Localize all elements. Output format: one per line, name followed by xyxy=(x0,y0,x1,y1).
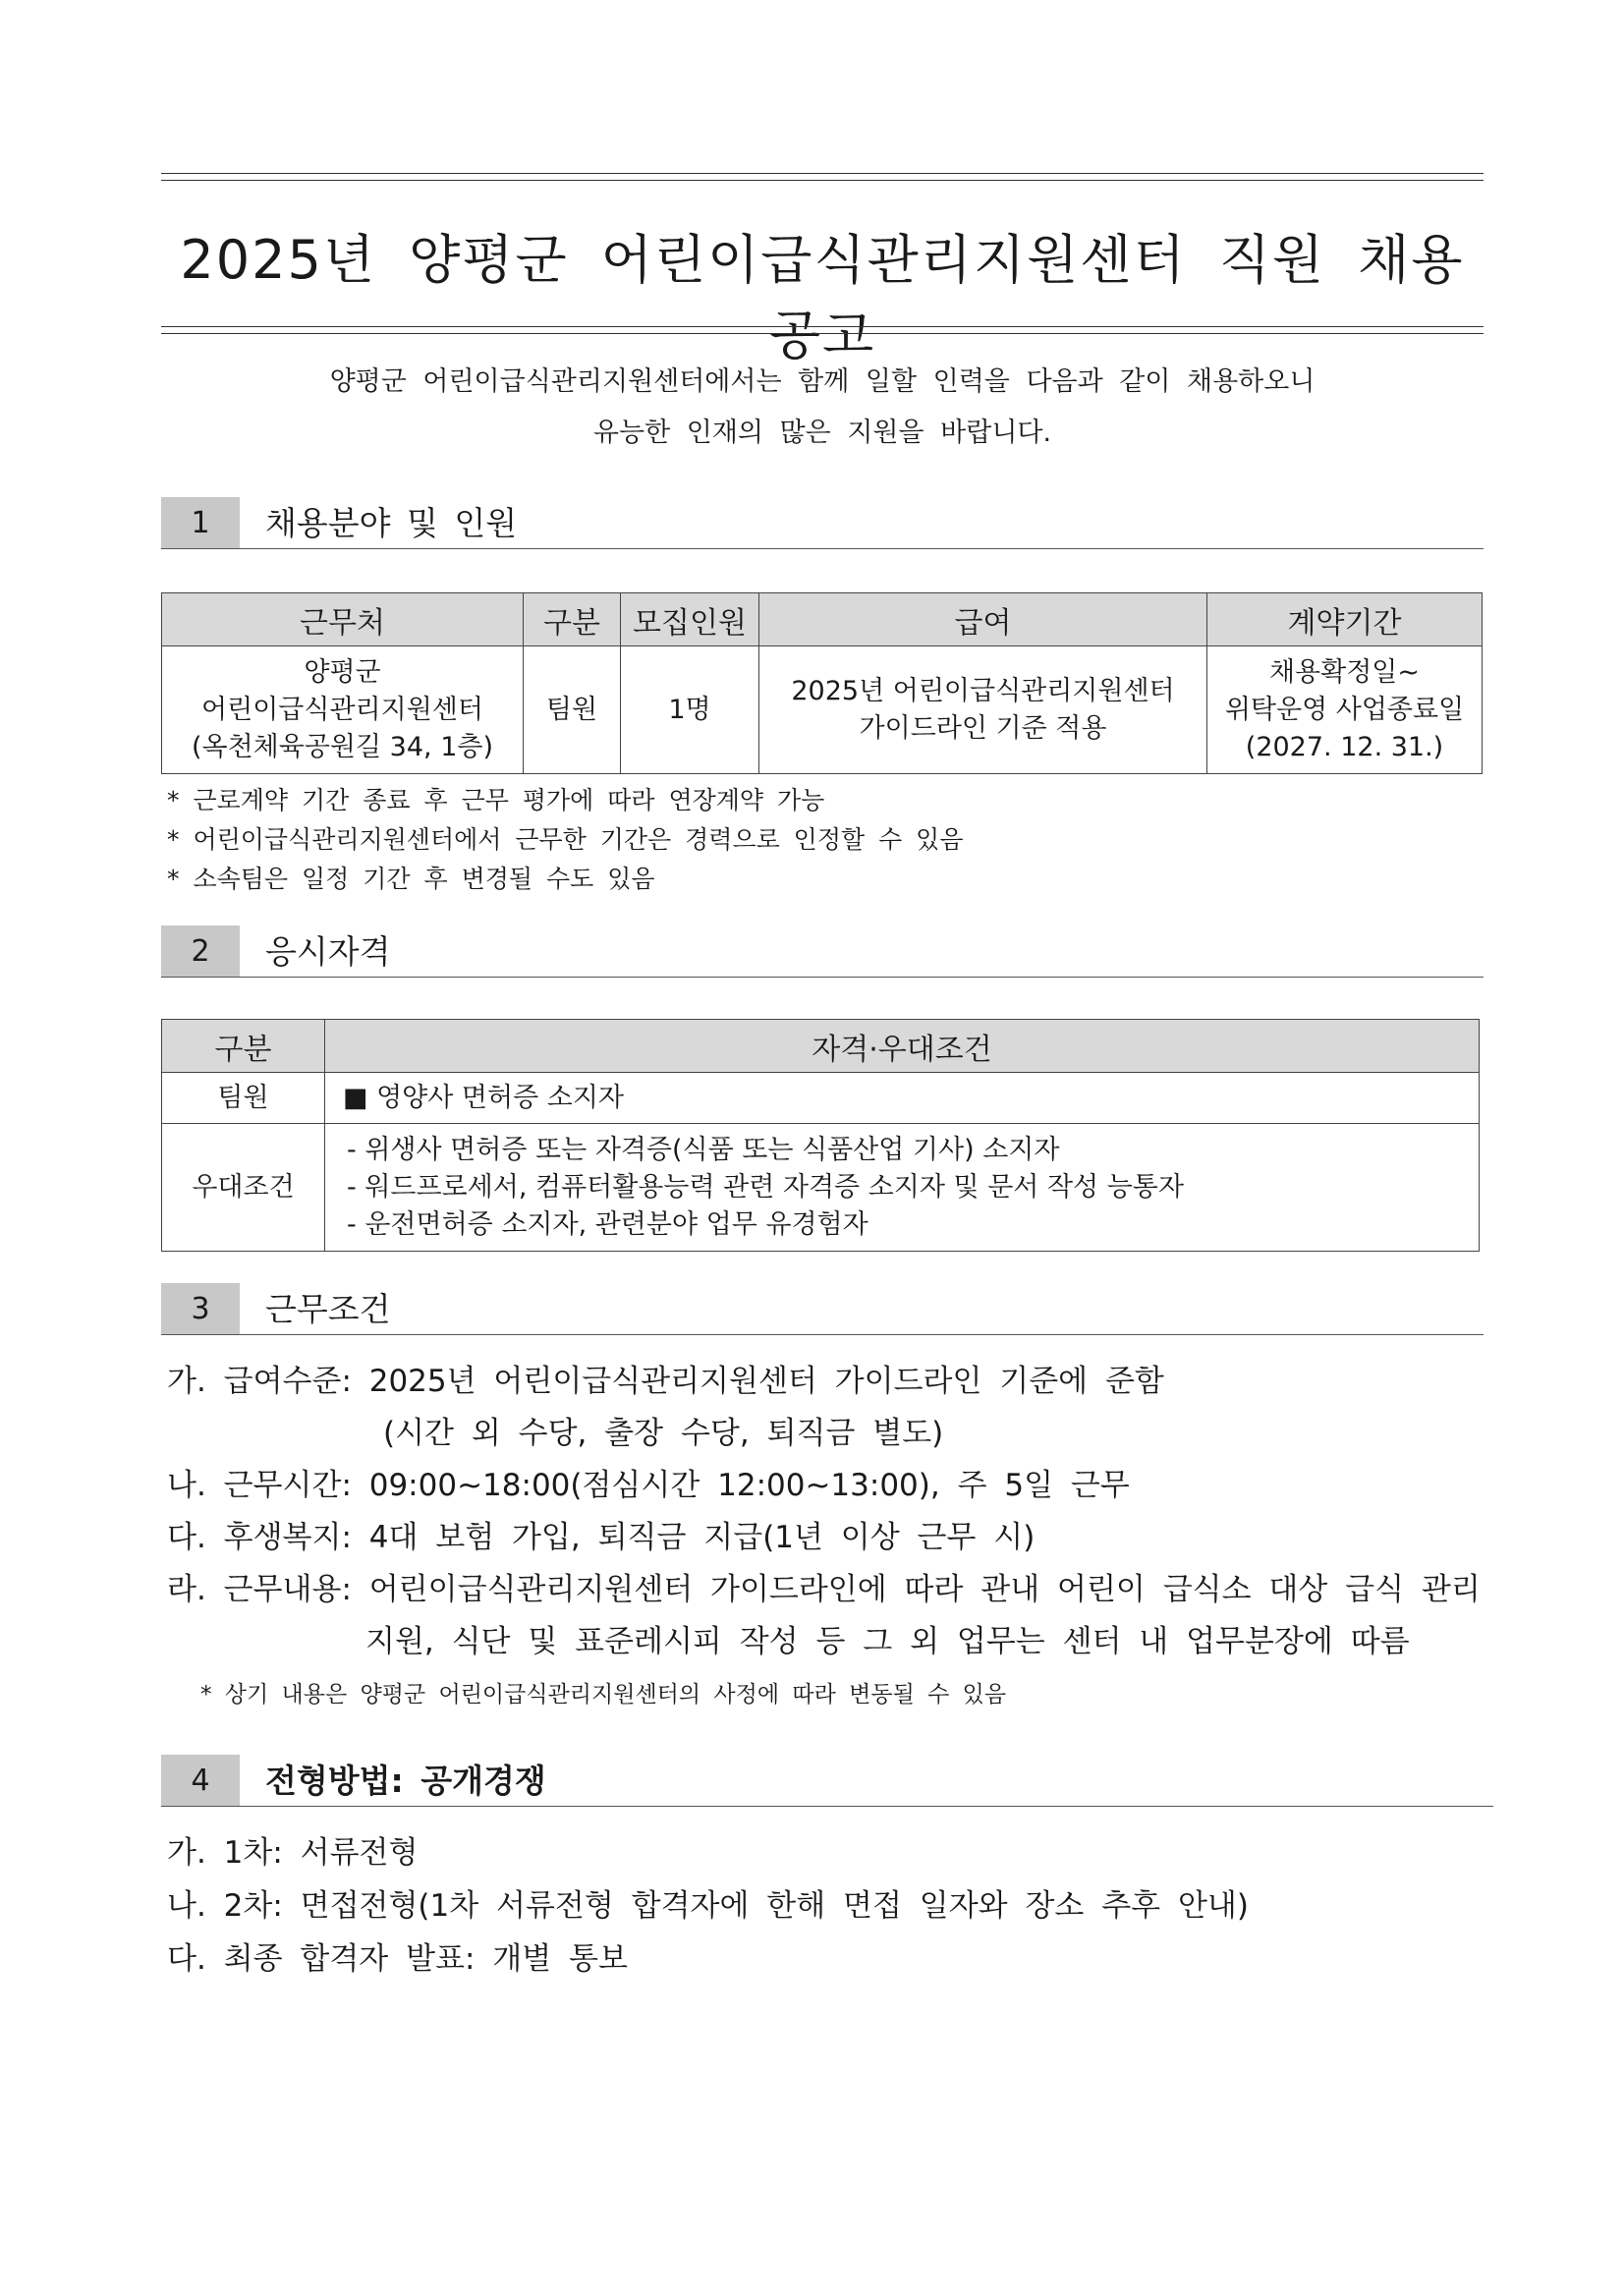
intro-line-2: 유능한 인재의 많은 지원을 바랍니다. xyxy=(592,418,1052,448)
condition-line: 라. 근무내용: 어린이급식관리지원센터 가이드라인에 따라 관내 어린이 급식소 대상 급식 관리 xyxy=(167,1572,1481,1607)
section-number: 4 xyxy=(161,1755,240,1806)
header-count: 모집인원 xyxy=(621,593,759,646)
note-2: * 어린이급식관리지원센터에서 근무한 기간은 경력으로 인정할 수 있음 xyxy=(167,825,964,854)
recruitment-table xyxy=(161,592,1483,774)
condition-line: (시간 외 수당, 출장 수당, 퇴직금 별도) xyxy=(383,1416,944,1451)
table-row xyxy=(162,1073,1480,1124)
section-number: 2 xyxy=(161,925,240,977)
section-number: 1 xyxy=(161,497,240,548)
condition-note: * 상기 내용은 양평군 어린이급식관리지원센터의 사정에 따라 변동될 수 있음 xyxy=(200,1682,1007,1708)
title-bottom-rule xyxy=(161,326,1484,334)
document-title: 2025년 양평군 어린이급식관리지원센터 직원 채용 공고 xyxy=(180,229,1465,366)
header-division: 구분 xyxy=(524,593,621,646)
section-1-header xyxy=(161,497,1484,549)
cell-preferences: - 위생사 면허증 또는 자격증(식품 또는 식품산업 기사) 소지자 - 워드프로세서, 컴퓨터활용능력 관련 자격증 소지자 및 문서 작성 능통자 - 운전면허증 소지자, 관련분야 업무 유경험자 xyxy=(325,1124,1480,1252)
table-header-row xyxy=(162,593,1483,646)
selection-line: 나. 2차: 면접전형(1차 서류전형 합격자에 한해 면접 일자와 장소 추후 안내) xyxy=(167,1888,1249,1924)
qualification-table xyxy=(161,1019,1480,1252)
condition-line: 지원, 식단 및 표준레시피 작성 등 그 외 업무는 센터 내 업무분장에 따름 xyxy=(365,1624,1410,1659)
cell-salary: 2025년 어린이급식관리지원센터 가이드라인 기준 적용 xyxy=(759,646,1207,774)
cell-label: 팀원 xyxy=(162,1073,325,1124)
header-period: 계약기간 xyxy=(1207,593,1483,646)
selection-line: 다. 최종 합격자 발표: 개별 통보 xyxy=(167,1941,628,1977)
selection-line: 가. 1차: 서류전형 xyxy=(167,1835,419,1871)
cell-workplace: 양평군 어린이급식관리지원센터 (옥천체육공원길 34, 1층) xyxy=(162,646,524,774)
section-number: 3 xyxy=(161,1283,240,1334)
section-title: 채용분야 및 인원 xyxy=(265,504,518,542)
note-3: * 소속팀은 일정 기간 후 변경될 수도 있음 xyxy=(167,865,655,893)
title-top-rule xyxy=(161,173,1484,181)
note-1: * 근로계약 기간 종료 후 근무 평가에 따라 연장계약 가능 xyxy=(167,786,825,814)
table-row xyxy=(162,646,1483,774)
condition-line: 가. 급여수준: 2025년 어린이급식관리지원센터 가이드라인 기준에 준함 xyxy=(167,1364,1164,1399)
section-title: 응시자격 xyxy=(265,932,391,971)
header-division: 구분 xyxy=(162,1020,325,1073)
cell-qualification: ■ 영양사 면허증 소지자 xyxy=(325,1073,1480,1124)
section-title: 근무조건 xyxy=(265,1290,391,1328)
table-header-row xyxy=(162,1020,1480,1073)
header-qualification: 자격·우대조건 xyxy=(325,1020,1480,1073)
condition-line: 나. 근무시간: 09:00~18:00(점심시간 12:00~13:00), 주 5일 근무 xyxy=(167,1468,1130,1503)
header-salary: 급여 xyxy=(759,593,1207,646)
section-title: 전형방법: 공개경쟁 xyxy=(265,1762,546,1800)
cell-label: 우대조건 xyxy=(162,1124,325,1252)
header-workplace: 근무처 xyxy=(162,593,524,646)
section-2-header xyxy=(161,925,1484,978)
intro-line-1: 양평군 어린이급식관리지원센터에서는 함께 일할 인력을 다음과 같이 채용하오니 xyxy=(329,366,1316,397)
cell-division: 팀원 xyxy=(524,646,621,774)
section-3-header xyxy=(161,1283,1484,1335)
section-4-header xyxy=(161,1755,1493,1807)
cell-count: 1명 xyxy=(621,646,759,774)
condition-line: 다. 후생복지: 4대 보험 가입, 퇴직금 지급(1년 이상 근무 시) xyxy=(167,1520,1036,1555)
table-row xyxy=(162,1124,1480,1252)
cell-period: 채용확정일~ 위탁운영 사업종료일 (2027. 12. 31.) xyxy=(1207,646,1483,774)
